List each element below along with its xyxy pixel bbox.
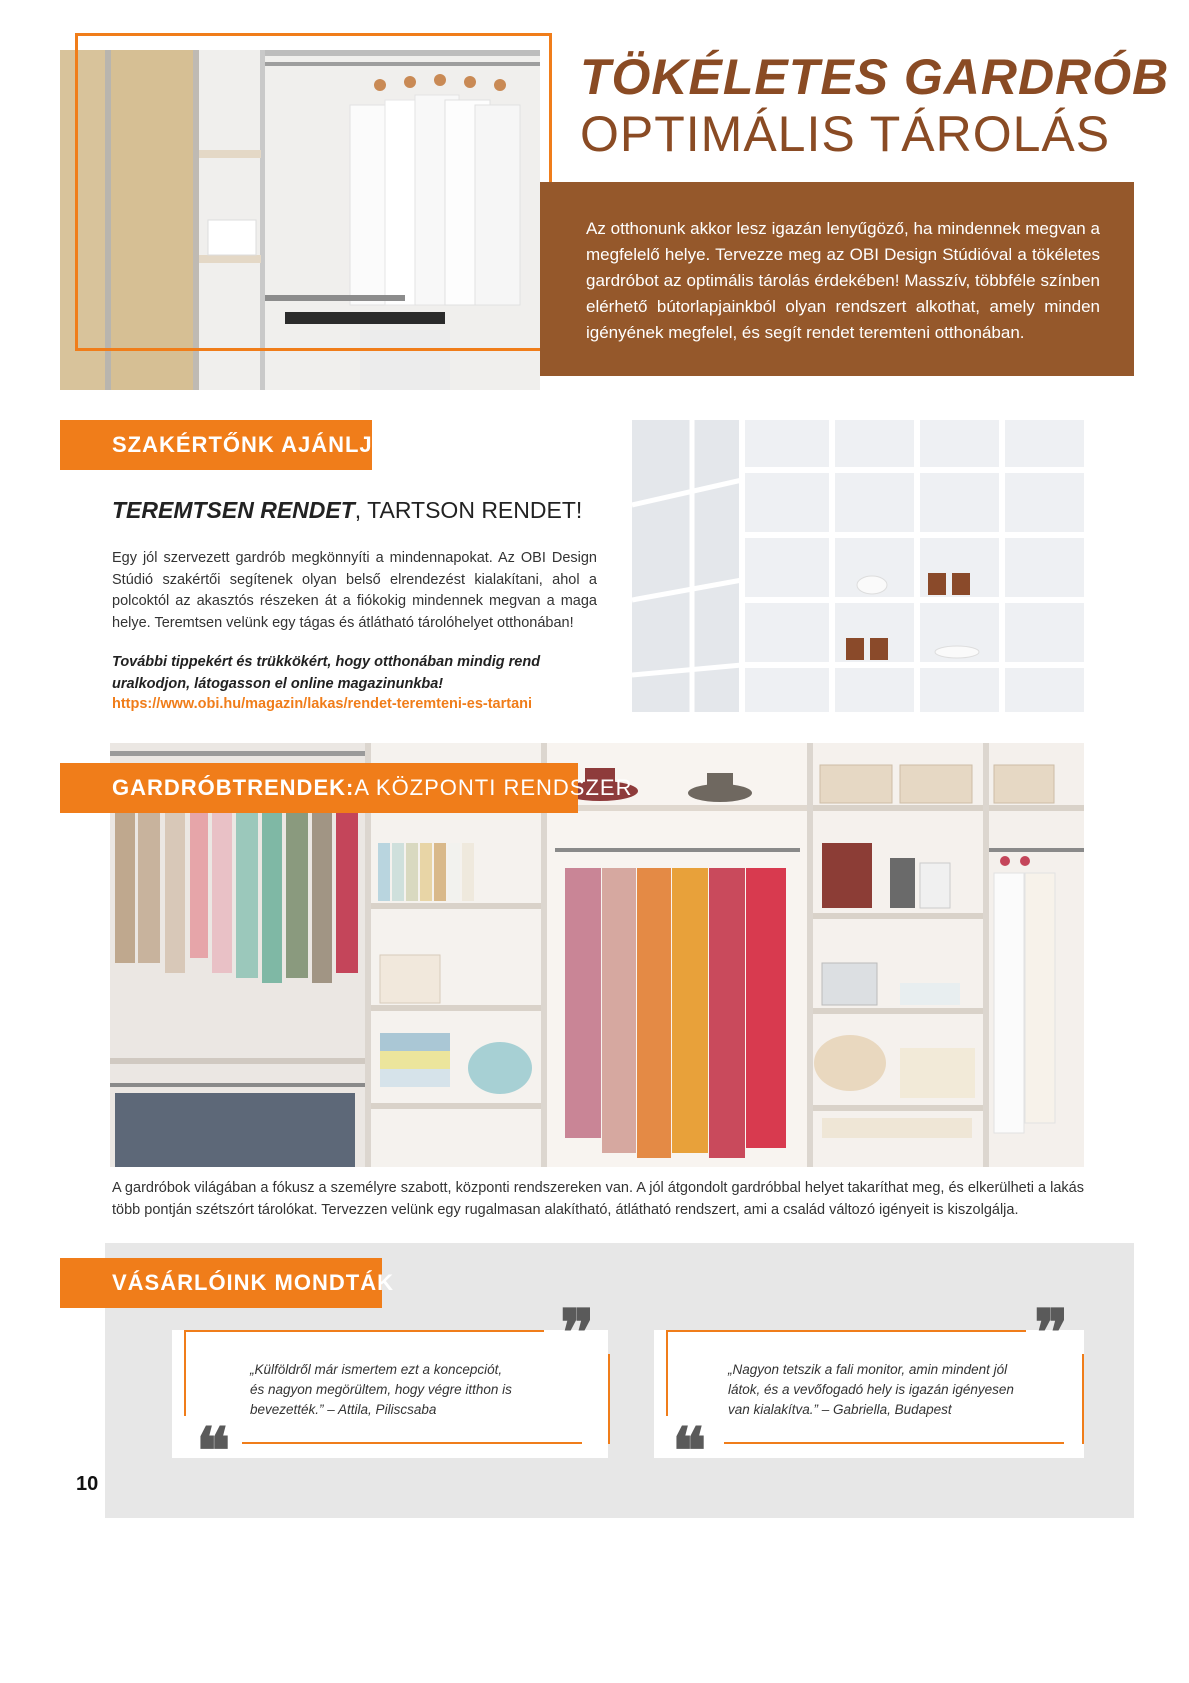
orange-accent-frame	[75, 33, 552, 351]
close-quote-icon: ❞	[560, 1296, 595, 1371]
card-accent-line	[724, 1442, 1064, 1444]
expert-heading-rest: , TARTSON RENDET!	[354, 497, 583, 523]
system-tab-light: A KÖZPONTI RENDSZER	[354, 775, 633, 800]
reviews-tab	[60, 1258, 394, 1308]
card-accent-line	[666, 1330, 1026, 1332]
card-accent-line	[184, 1330, 186, 1416]
review-text-2: „Nagyon tetszik a fali monitor, amin mindent jól látok, és a vevőfogadó hely is igazán igényesen van kialakítva.” – Gabriella, Budapest	[728, 1362, 1014, 1417]
close-quote-icon: ❞	[1034, 1296, 1069, 1371]
system-tab	[60, 763, 633, 813]
page-title: TÖKÉLETES GARDRÓB	[580, 49, 1170, 105]
card-accent-line	[184, 1330, 544, 1332]
review-card-2	[654, 1330, 1084, 1458]
card-accent-line	[242, 1442, 582, 1444]
reviews-tab-label: VÁSÁRLÓINK MONDTÁK	[112, 1270, 394, 1295]
expert-heading-bold: TEREMTSEN RENDET	[112, 497, 355, 523]
expert-heading	[112, 497, 582, 524]
system-tab-bold: GARDRÓBTRENDEK:	[112, 775, 355, 800]
card-accent-line	[666, 1330, 668, 1416]
open-quote-icon: ❝	[196, 1414, 231, 1489]
page-number: 10	[76, 1473, 99, 1495]
review-text-1: „Külföldről már ismertem ezt a koncepciót, és nagyon megörültem, hogy végre itthon is bevezették.” – Attila, Piliscsaba	[250, 1362, 512, 1417]
expert-tab-label: SZAKÉRTŐNK AJÁNLJA:	[112, 432, 398, 457]
intro-text: Az otthonunk akkor lesz igazán lenyűgöző, ha mindennek megvan a megfelelő helye. Tervezze meg az OBI Design Stúdióval a tökéletes gardróbot az optimális tárolás érdekében! Masszív, többféle színben elérhető bútorlapjainkból olyan rendszert alkothat, amely minden igényének megfelel, és segít rendet teremteni otthonában.	[586, 219, 1100, 342]
open-quote-icon: ❝	[672, 1414, 707, 1489]
card-accent-line	[608, 1354, 610, 1444]
corner-shelves-photo	[632, 420, 1084, 712]
system-caption: A gardróbok világában a fókusz a személyre szabott, központi rendszereken van. A jól átgondolt gardróbbal helyet takaríthat meg, és elkerülheti a lakás több pontján szétszórt tárolókat. Tervezzen velünk egy rugalmasan alakítható, átlátható rendszert, ami a család változó igényeit is kiszolgálja.	[112, 1180, 1084, 1218]
expert-tip-text: További tippekért és trükkökért, hogy otthonában mindig rend uralkodjon, látogasson el online magazinunkba!	[112, 654, 541, 692]
page-subtitle: OPTIMÁLIS TÁROLÁS	[580, 106, 1111, 162]
intro-text-box	[540, 182, 1134, 376]
review-card-1	[172, 1330, 608, 1458]
expert-tab	[60, 420, 398, 470]
magazine-link[interactable]: https://www.obi.hu/magazin/lakas/rendet-teremteni-es-tartani	[112, 696, 533, 712]
expert-body-text: Egy jól szervezett gardrób megkönnyíti a mindennapokat. Az OBI Design Stúdió szakértői segítenek olyan belső elrendezést kialakítani, ahol a polcoktól az akasztós részeken át a fiókokig mindennek megvan a maga helye. Teremtsen velünk egy tágas és átlátható tárolóhelyet otthonában!	[112, 550, 597, 631]
card-accent-line	[1082, 1354, 1084, 1444]
